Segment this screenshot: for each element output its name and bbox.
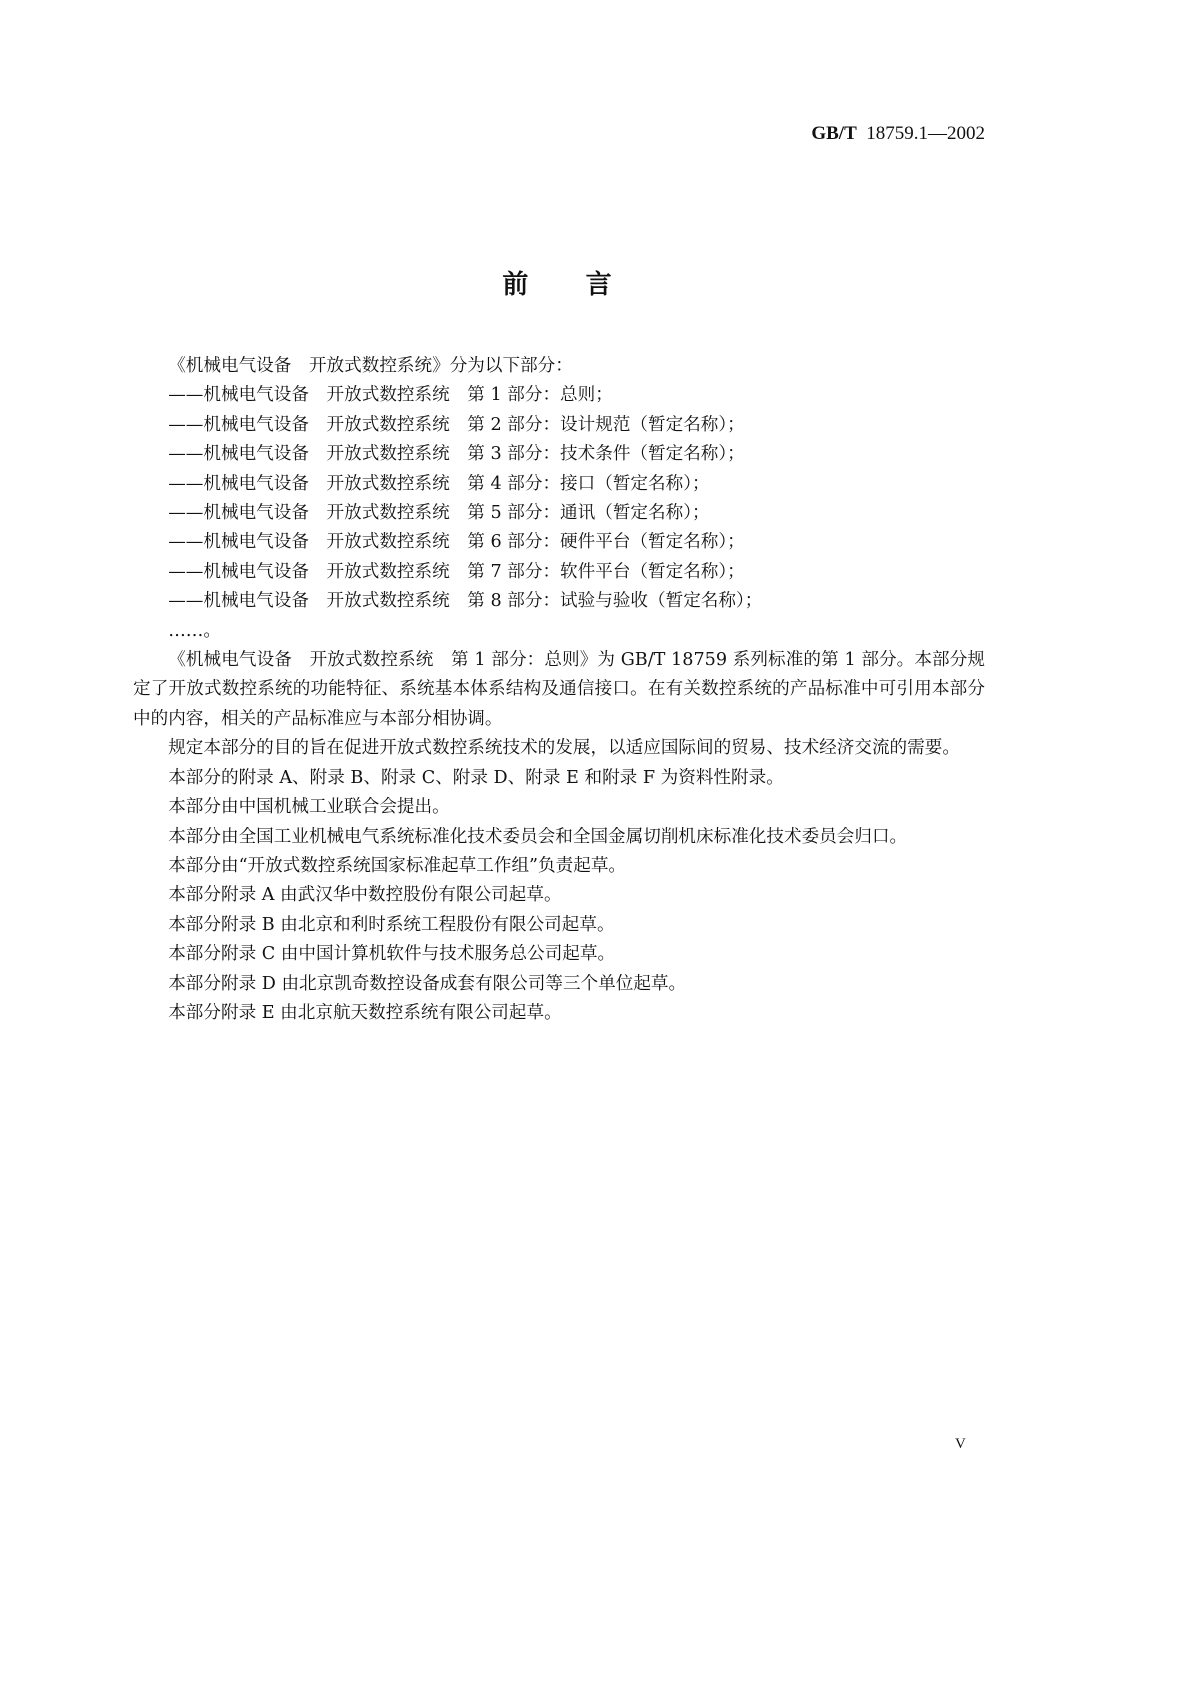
paragraph: 本部分由中国机械工业联合会提出。 — [168, 797, 450, 818]
list-item: ——机械电气设备 开放式数控系统 第 5 部分：通讯（暂定名称）； — [168, 503, 710, 524]
list-item: ——机械电气设备 开放式数控系统 第 4 部分：接口（暂定名称）； — [168, 473, 710, 494]
document-body — [133, 352, 985, 1028]
intro-paragraph: 《机械电气设备 开放式数控系统》分为以下部分： — [168, 356, 573, 376]
standard-number: 18759.1—2002 — [866, 123, 985, 144]
standard-header — [811, 123, 985, 145]
list-item: ……。 — [168, 620, 221, 641]
paragraph: 本部分的附录 A、附录 B、附录 C、附录 D、附录 E 和附录 F 为资料性附录。 — [168, 767, 784, 788]
list-item: ——机械电气设备 开放式数控系统 第 1 部分：总则； — [168, 385, 613, 406]
paragraph: 本部分附录 A 由武汉华中数控股份有限公司起草。 — [168, 885, 562, 906]
paragraph: 规定本部分的目的旨在促进开放式数控系统技术的发展，以适应国际间的贸易、技术经济交流的需要。 — [168, 738, 960, 759]
paragraph: 本部分附录 B 由北京和利时系统工程股份有限公司起草。 — [168, 914, 615, 935]
standard-prefix: GB/T — [811, 123, 857, 144]
list-item: ——机械电气设备 开放式数控系统 第 3 部分：技术条件（暂定名称）； — [168, 444, 745, 465]
list-item: ——机械电气设备 开放式数控系统 第 7 部分：软件平台（暂定名称）； — [168, 561, 745, 582]
paragraph: 本部分附录 D 由北京凯奇数控设备成套有限公司等三个单位起草。 — [168, 973, 687, 994]
list-item: ——机械电气设备 开放式数控系统 第 6 部分：硬件平台（暂定名称）； — [168, 532, 745, 553]
list-item: ——机械电气设备 开放式数控系统 第 2 部分：设计规范（暂定名称）； — [168, 414, 745, 435]
paragraph: 《机械电气设备 开放式数控系统 第 1 部分：总则》为 GB/T 18759 系列标准的第 1 部分。本部分规定了开放式数控系统的功能特征、系统基本体系结构及通信接口。在有关数控系统的产品标准中可引用本部分中的内容，相关的产品标准应与本部分相协调。 — [133, 650, 985, 729]
page-number: V — [955, 1436, 966, 1452]
page-title: 前言 — [502, 270, 669, 300]
list-item: ——机械电气设备 开放式数控系统 第 8 部分：试验与验收（暂定名称）； — [168, 591, 763, 612]
paragraph: 本部分附录 E 由北京航天数控系统有限公司起草。 — [168, 1002, 562, 1023]
paragraph: 本部分由全国工业机械电气系统标准化技术委员会和全国金属切削机床标准化技术委员会归口。 — [168, 826, 908, 847]
paragraph: 本部分由“开放式数控系统国家标准起草工作组”负责起草。 — [168, 855, 627, 876]
paragraph: 本部分附录 C 由中国计算机软件与技术服务总公司起草。 — [168, 944, 616, 965]
